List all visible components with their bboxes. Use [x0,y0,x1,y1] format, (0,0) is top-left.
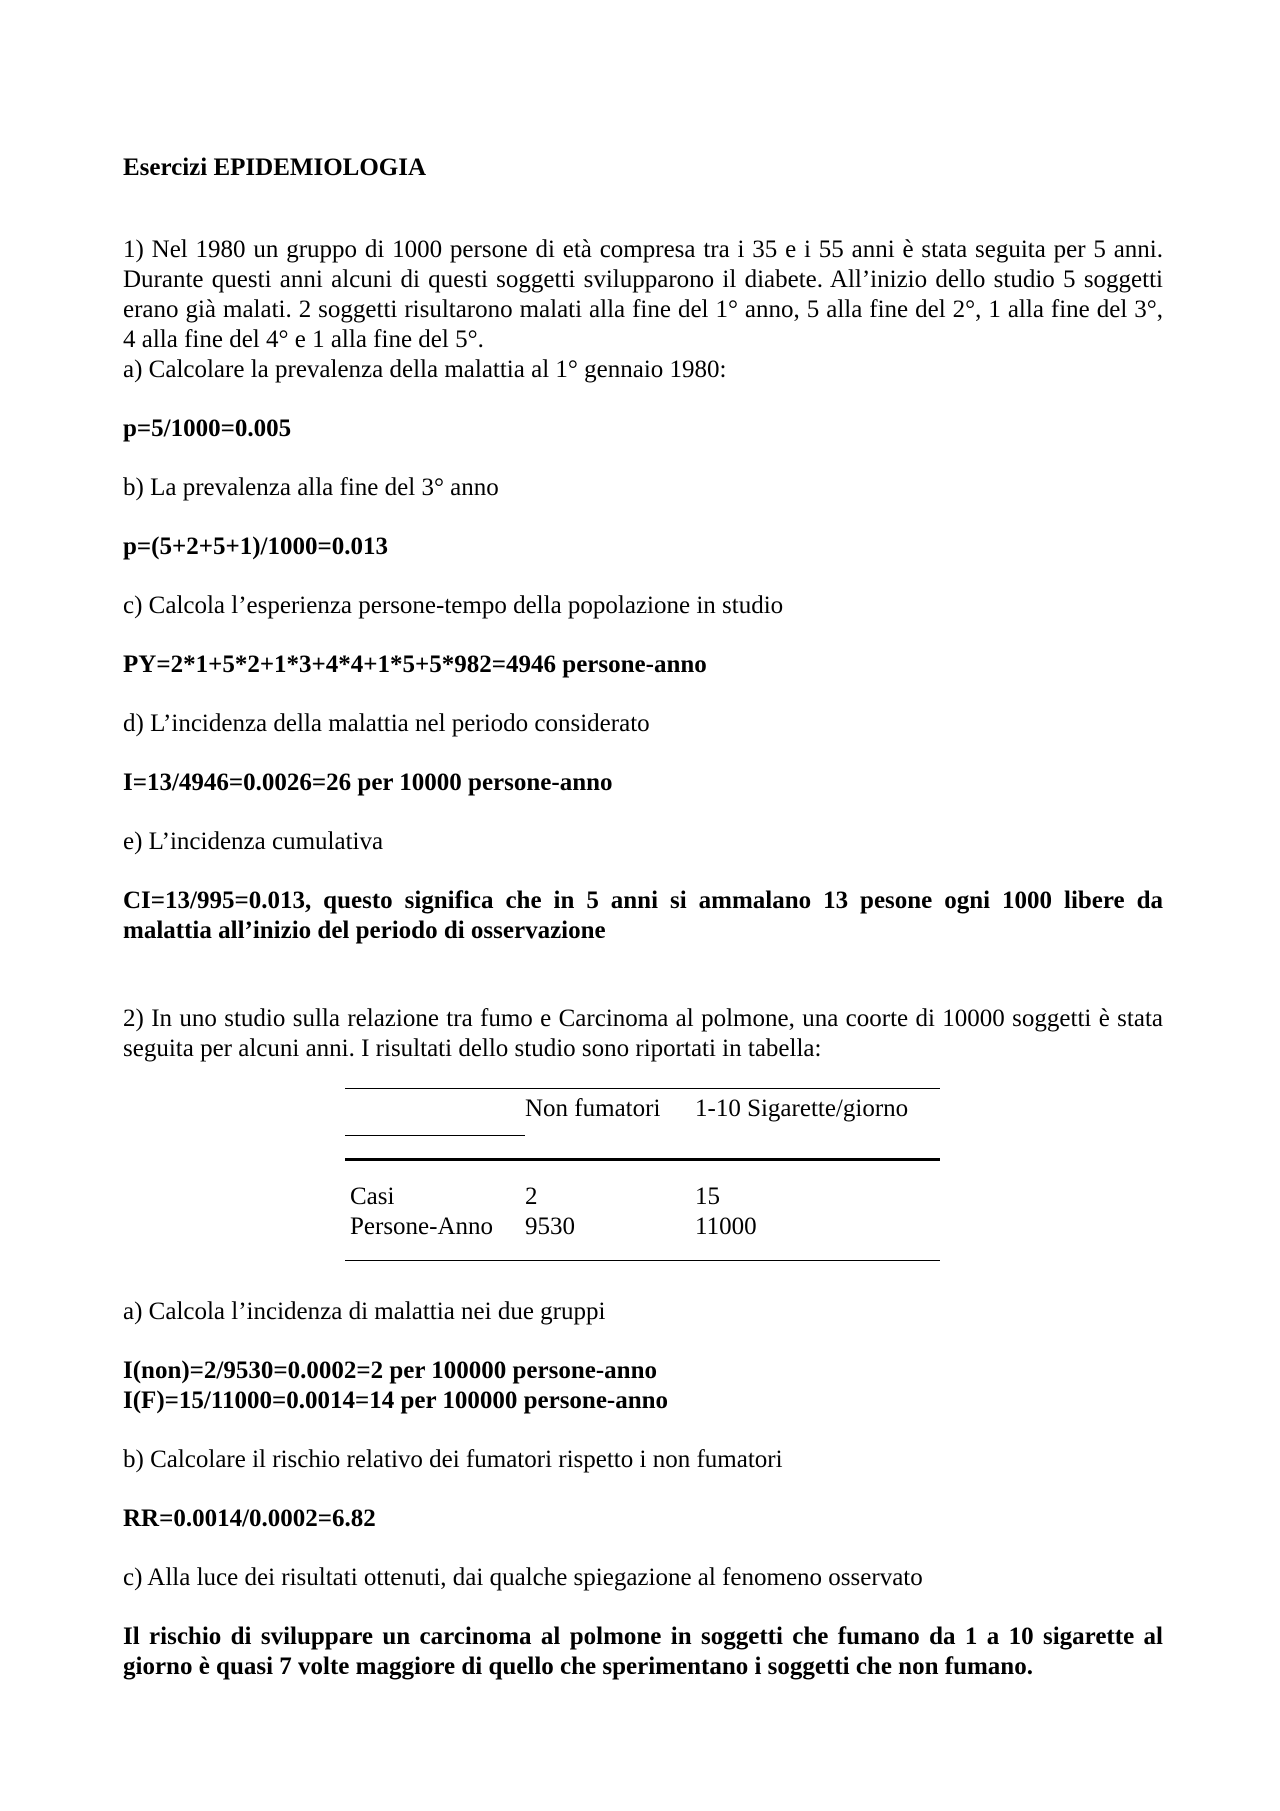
table-cell-cases-smokers: 15 [695,1183,720,1210]
exercise-1-intro: 1) Nel 1980 un gruppo di 1000 persone di età compresa tra i 35 e i 55 anni è stata seguita per 5 anni. Durante questi anni alcuni di questi soggetti svilupparono il diabete. All’inizio dello studio 5 soggetti erano già malati. 2 soggetti risultarono malati alla fine del 1° anno, 5 alla fine del 2°, 1 alla fine del 3°, 4 alla fine del 4° e 1 alla fine del 5°. [123,236,1163,353]
exercise-2-question-a: a) Calcola l’incidenza di malattia nei due gruppi [123,1298,606,1325]
table-top-rule [345,1088,940,1089]
table-header-non-smokers: Non fumatori [525,1095,661,1122]
results-table [345,1088,940,1263]
table-row-label-person-years: Persone-Anno [350,1213,494,1240]
exercise-2-answer-a-smokers: I(F)=15/11000=0.0014=14 per 100000 persone-anno [123,1387,669,1414]
table-bottom-rule [345,1260,940,1261]
exercise-1-answer-a: p=5/1000=0.005 [123,415,292,442]
exercise-2-question-b: b) Calcolare il rischio relativo dei fumatori rispetto i non fumatori [123,1446,783,1473]
exercise-1-question-e: e) L’incidenza cumulativa [123,828,384,855]
exercise-1-answer-b: p=(5+2+5+1)/1000=0.013 [123,533,388,560]
exercise-2-answer-c: Il rischio di sviluppare un carcinoma al polmone in soggetti che fumano da 1 a 10 sigarette al giorno è quasi 7 volte maggiore di quello che sperimentano i soggetti che non fumano. [123,1623,1163,1680]
table-header-smokers: 1-10 Sigarette/giorno [695,1095,909,1122]
exercise-1-answer-e: CI=13/995=0.013, questo significa che in 5 anni si ammalano 13 pesone ogni 1000 libere da malattia all’inizio del periodo di osservazione [123,887,1163,944]
exercise-2-answer-b: RR=0.0014/0.0002=6.82 [123,1505,376,1532]
table-row-label-cases: Casi [350,1183,395,1210]
document-title: Esercizi EPIDEMIOLOGIA [123,154,427,181]
exercise-1-answer-d: I=13/4946=0.0026=26 per 10000 persone-anno [123,769,613,796]
exercise-2-answer-a-non-smokers: I(non)=2/9530=0.0002=2 per 100000 persone-anno [123,1357,657,1384]
exercise-1-question-d: d) L’incidenza della malattia nel periodo considerato [123,710,650,737]
exercise-2-intro: 2) In uno studio sulla relazione tra fumo e Carcinoma al polmone, una coorte di 10000 soggetti è stata seguita per alcuni anni. I risultati dello studio sono riportati in tabella: [123,1005,1163,1062]
exercise-1-question-c: c) Calcola l’esperienza persone-tempo della popolazione in studio [123,592,784,619]
table-header-rule-left [345,1135,525,1136]
exercise-1-question-a: a) Calcolare la prevalenza della malattia al 1° gennaio 1980: [123,356,727,383]
table-header-rule [345,1158,940,1161]
table-cell-person-years-smokers: 11000 [695,1213,757,1240]
table-cell-person-years-non-smokers: 9530 [525,1213,575,1240]
table-cell-cases-non-smokers: 2 [525,1183,538,1210]
exercise-2-question-c: c) Alla luce dei risultati ottenuti, dai qualche spiegazione al fenomeno osservato [123,1564,923,1591]
exercise-1-answer-c: PY=2*1+5*2+1*3+4*4+1*5+5*982=4946 persone-anno [123,651,707,678]
exercise-1-question-b: b) La prevalenza alla fine del 3° anno [123,474,499,501]
